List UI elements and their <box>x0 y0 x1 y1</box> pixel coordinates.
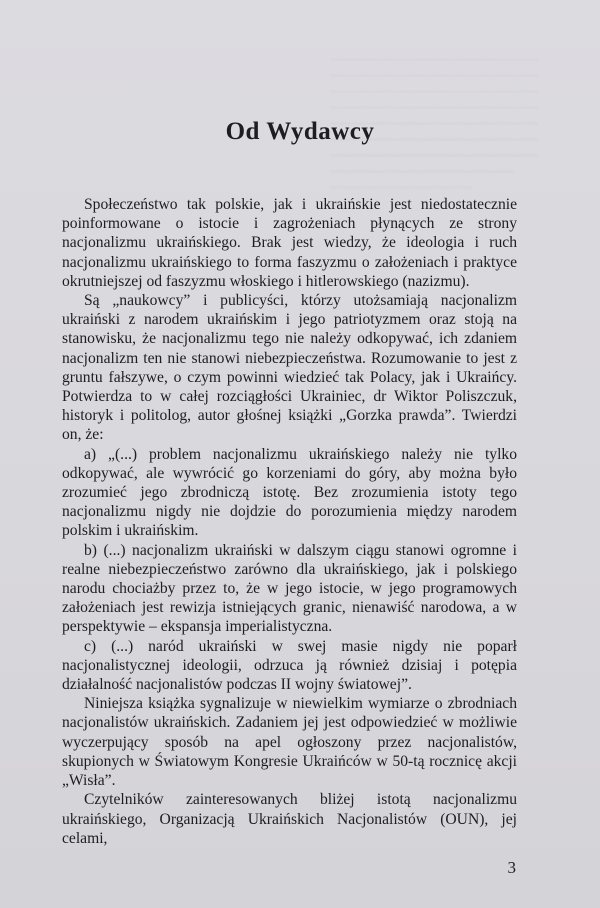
paragraph-czytelnicy: Czytelników zainteresowanych bliżej istotą nacjonalizmu ukraińskiego, Organizacją Ukraińskich Nacjonalistów (OUN), jej celami, <box>62 791 517 847</box>
quote-a: a) „(...) problem nacjonalizmu ukraińskiego należy nie tylko odkopywać, ale wywrócić go korzeniami do góry, aby można było zrozumieć jego zbrodniczą istotę. Bez zrozumienia istoty tego nacjonalizmu nigdy nie dojdzie do porozumienia między narodem polskim i ukraińskim. <box>62 445 517 540</box>
page-number: 3 <box>507 858 516 877</box>
bleed-through-text: ~~~~~~~~~~~~~~~~~~~~~~~~~~~~~~~~~~~ ~~~~~~~~~~~~~~~~~~~~~~~~~~~~~~~~~~~ ~~~~~~~~~~~~~~~~~~~~~~~~~~~~~~~~~~~ ~~~~~~~~~~~~~~~~~~~~~~~~~~~~~~~~~~~ ~~~~~~~~~~~~~~~~~~~~~~~~~~~~~~~~~~~ ~~~~~~~~~~~~~~~~~~~~~~~~~~~~~~~~~~~ ~~~~~~~~~~~~~~~~~~~~~~~~~~~~~~~~~~~ ~~~~~~~~~~~~~~~~~~~~~~~~~~~~~~~ ~~~~~~~~~~~~~~~~~~~~~~~~ <box>330 54 539 194</box>
body-text <box>62 195 517 848</box>
paragraph-naukowcy: Są „naukowcy” i publicyści, którzy utożsamiają nacjonalizm ukraiński z narodem ukraińskim i jego patriotyzmem oraz stoją na stanowisku, że nacjonalizmu tego nie należy odkopywać, ich zdaniem nacjonalizm ten nie stanowi niebezpieczeństwa. Rozumowanie to jest z gruntu fałszywe, o czym powinni wiedzieć tak Polacy, jak i Ukraińcy. Potwierdza to w całej rozciągłości Ukrainiec, dr Wiktor Poliszczuk, historyk i politolog, autor głośnej książki „Gorzka prawda”. Twierdzi on, że: <box>62 292 517 444</box>
paragraph-intro: Społeczeństwo tak polskie, jak i ukraińskie jest niedostatecznie poinformowane o istocie i zagrożeniach płynących ze strony nacjonalizmu ukraińskiego. Brak jest wiedzy, że ideologia i ruch nacjonalizmu ukraińskiego to forma faszyzmu o założeniach i praktyce okrutniejszej od faszyzmu włoskiego i hitlerowskiego (nazizmu). <box>62 196 517 290</box>
quote-b: b) (...) nacjonalizm ukraiński w dalszym ciągu stanowi ogromne i realne niebezpieczeństwo zarówno dla ukraińskiego, jak i polskiego narodu chociażby przez to, że w jego istocie, w jego programowych założeniach jest rewizja istniejących granic, nienawiść narodowa, a w perspektywie – ekspansja imperialistyczna. <box>62 541 517 636</box>
paragraph-ksiazka: Niniejsza książka sygnalizuje w niewielkim wymiarze o zbrodniach nacjonalistów ukraińskich. Zadaniem jej jest odpowiedzieć w możliwie wyczerpujący sposób na apel ogłoszony przez nacjonalistów, skupionych w Światowym Kongresie Ukraińców w 50-tą rocznicę akcji „Wisła”. <box>62 695 517 790</box>
page-title: Od Wydawcy <box>225 118 375 145</box>
quote-c: c) (...) naród ukraiński w swej masie nigdy nie poparł nacjonalistycznej ideologii, odrzuca ją również dzisiaj i potępia działalność nacjonalistów podczas II wojny światowej”. <box>62 637 517 694</box>
